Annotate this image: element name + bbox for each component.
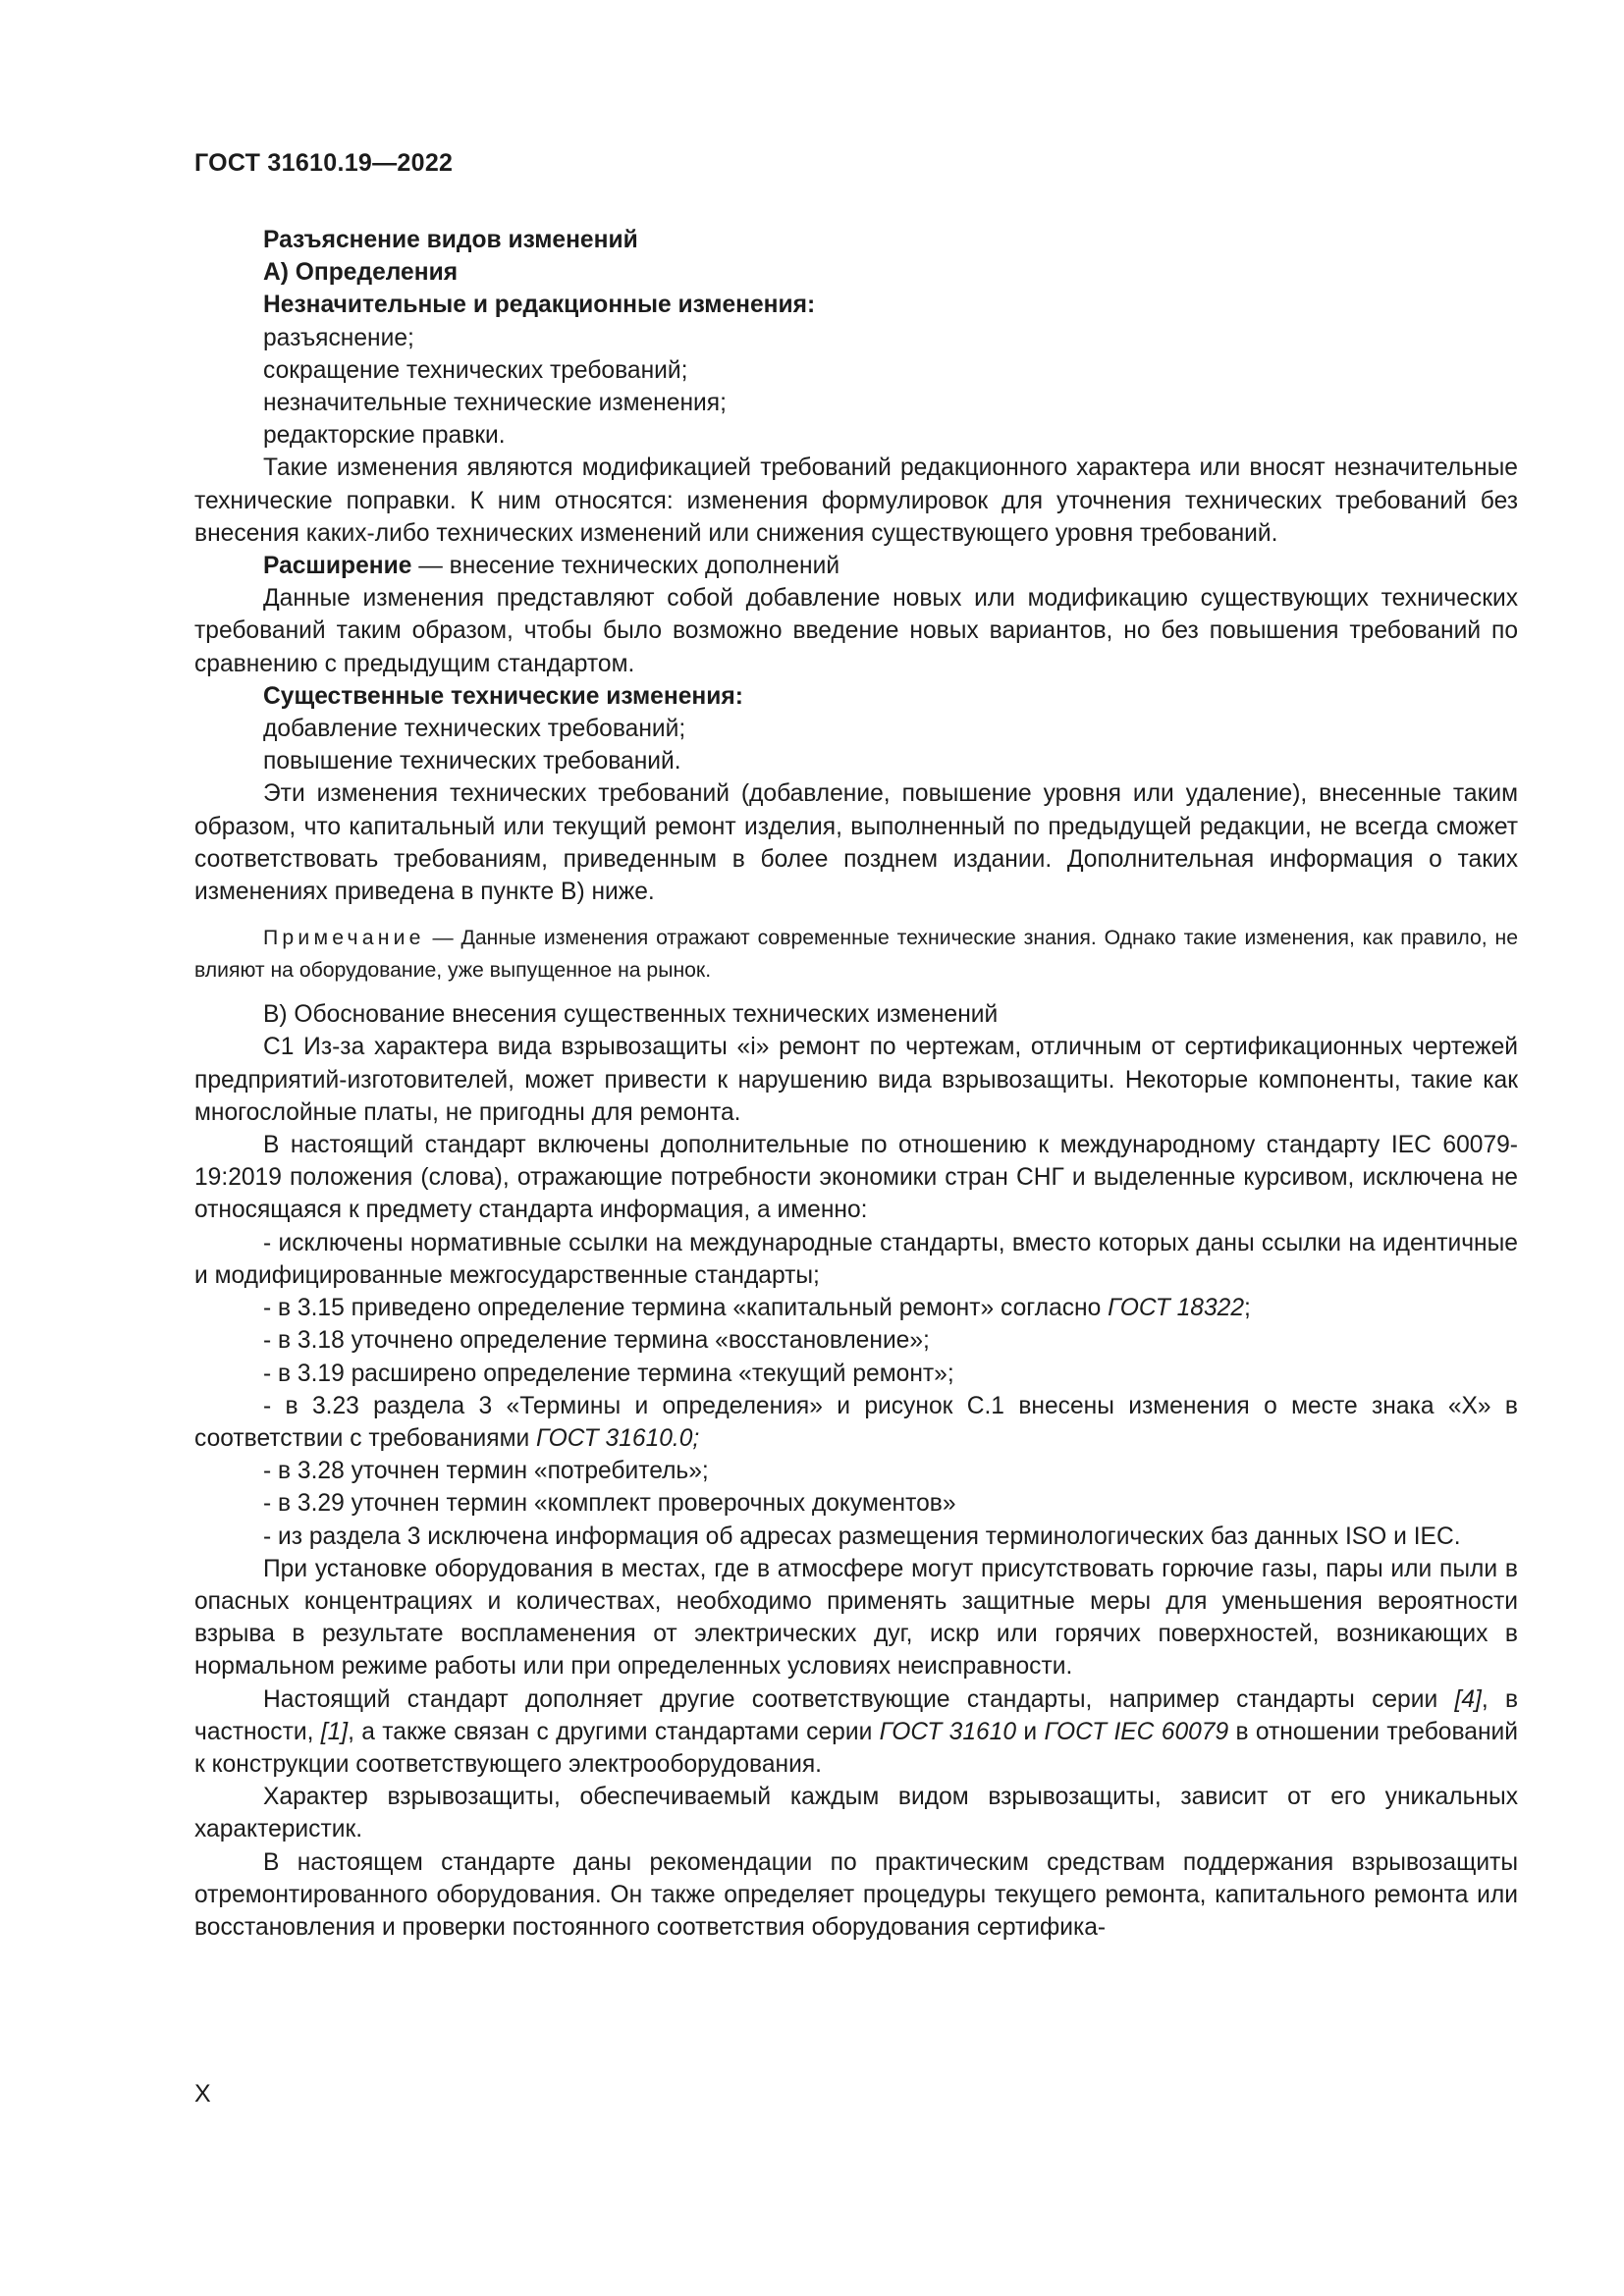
reference-italic: [1] <box>320 1718 349 1745</box>
document-body <box>194 224 1518 1944</box>
dash-list-item: - в 3.18 уточнено определение термина «восстановление»; <box>263 1327 930 1355</box>
note-text: — Данные изменения отражают современные технические знания. Однако такие изменения, как правило, не влияют на оборудование, уже выпущенное на рынок. <box>194 927 1518 983</box>
text-run: , в частности, <box>194 1685 1519 1745</box>
dash-list-item: - в 3.19 расширено определение термина «текущий ремонт»; <box>263 1360 954 1387</box>
text-run: ; <box>1244 1295 1251 1322</box>
dash-list-item <box>194 1292 1518 1324</box>
dash-list-item: - в 3.29 уточнен термин «комплект проверочных документов» <box>263 1490 956 1518</box>
reference-italic: ГОСТ 18322 <box>1108 1295 1245 1322</box>
subsection-heading-a: A) Определения <box>263 259 459 287</box>
paragraph: В настоящем стандарте даны рекомендации по практическим средствам поддержания взрывозащиты отремонтированного оборудования. Он также определяет процедуры текущего ремонта, капитального ремонта или восстановления и проверки постоянного соответствия оборудования сертифика- <box>194 1848 1518 1941</box>
paragraph: В настоящий стандарт включены дополнительные по отношению к международному стандарту IEC 60079-19:2019 положения (слова), отражающие потребности экономики стран СНГ и выделенные курсивом, исключена не относящаяся к предмету стандарта информация, а именно: <box>194 1132 1518 1224</box>
dash-list-item: - в 3.28 уточнен термин «потребитель»; <box>263 1458 709 1485</box>
reference-italic: ГОСТ 31610 <box>879 1718 1017 1745</box>
paragraph: Такие изменения являются модификацией требований редакционного характера или вносят незначительные технические поправки. К ним относятся: изменения формулировок для уточнения технических требований без внесения каких-либо технических изменений или снижения существующего уровня требований. <box>194 454 1518 547</box>
reference-italic: ГОСТ 31610.0; <box>536 1424 700 1452</box>
reference-italic: ГОСТ IEC 60079 <box>1044 1718 1229 1745</box>
extension-definition: — внесение технических дополнений <box>411 553 840 580</box>
list-item: разъяснение; <box>263 324 414 351</box>
section-heading: Разъяснение видов изменений <box>263 227 638 253</box>
dash-list-item: - из раздела 3 исключена информация об адресах размещения терминологических баз данных ISO и IEC. <box>263 1522 1461 1550</box>
extension-term: Расширение <box>263 553 412 580</box>
text-run: и <box>1016 1718 1045 1745</box>
reference-italic: [4] <box>1454 1685 1482 1713</box>
paragraph: Данные изменения представляют собой добавление новых или модификацию существующих технических требований таким образом, чтобы было возможно введение новых вариантов, но без повышения требований по сравнению с предыдущим стандартом. <box>194 585 1518 677</box>
note <box>194 922 1518 987</box>
list-item: сокращение технических требований; <box>263 356 688 384</box>
document-header: ГОСТ 31610.19—2022 <box>194 149 454 177</box>
dash-list-item <box>194 1390 1518 1455</box>
paragraph: C1 Из-за характера вида взрывозащиты «i» ремонт по чертежам, отличным от сертификационных чертежей предприятий-изготовителей, может привести к нарушению вида взрывозащиты. Некоторые компоненты, такие как многослойные платы, не пригодны для ремонта. <box>194 1034 1518 1126</box>
paragraph: Характер взрывозащиты, обеспечиваемый каждым видом взрывозащиты, зависит от его уникальных характеристик. <box>194 1784 1518 1843</box>
list-item: добавление технических требований; <box>263 716 686 743</box>
list-item: редакторские правки. <box>263 422 506 450</box>
paragraph: Эти изменения технических требований (добавление, повышение уровня или удаление), внесенные таким образом, что капитальный или текущий ремонт изделия, выполненный по предыдущей редакции, не всегда сможет соответствовать требованиям, приведенным в более позднем издании. Дополнительная информация о таких изменениях приведена в пункте B) ниже. <box>194 780 1518 906</box>
list-item: незначительные технические изменения; <box>263 390 727 417</box>
paragraph: При установке оборудования в местах, где в атмосфере могут присутствовать горючие газы, пары или пыли в опасных концентрациях и количествах, необходимо применять защитные меры для уменьшения вероятности взрыва в результате воспламенения от электрических дуг, искр или горячих поверхностей, возникающих в нормальном режиме работы или при определенных условиях неисправности. <box>194 1555 1518 1681</box>
text-run: Настоящий стандарт дополняет другие соответствующие стандарты, например стандарты серии <box>263 1685 1455 1713</box>
paragraph <box>194 1683 1518 1782</box>
text-run: в отношении требований к конструкции соответствующего электрооборудования. <box>194 1718 1518 1778</box>
text-run: - в 3.23 раздела 3 «Термины и определения» и рисунок C.1 внесены изменения о месте знака «Х» в соответствии с требованиями <box>194 1392 1518 1452</box>
extension-paragraph <box>194 550 1518 582</box>
text-run: - в 3.15 приведено определение термина «капитальный ремонт» согласно <box>263 1295 1109 1322</box>
text-run: , а также связан с другими стандартами серии <box>348 1718 880 1745</box>
major-changes-heading: Существенные технические изменения: <box>263 682 743 710</box>
subsection-heading-b: B) Обоснование внесения существенных технических изменений <box>263 1001 999 1029</box>
list-item: повышение технических требований. <box>263 748 681 775</box>
note-label: Примечание <box>263 927 425 950</box>
minor-changes-heading: Незначительные и редакционные изменения: <box>263 292 816 319</box>
page-number: X <box>194 2080 211 2108</box>
dash-list-item: - исключены нормативные ссылки на международные стандарты, вместо которых даны ссылки на идентичные и модифицированные межгосударственные стандарты; <box>194 1229 1518 1289</box>
